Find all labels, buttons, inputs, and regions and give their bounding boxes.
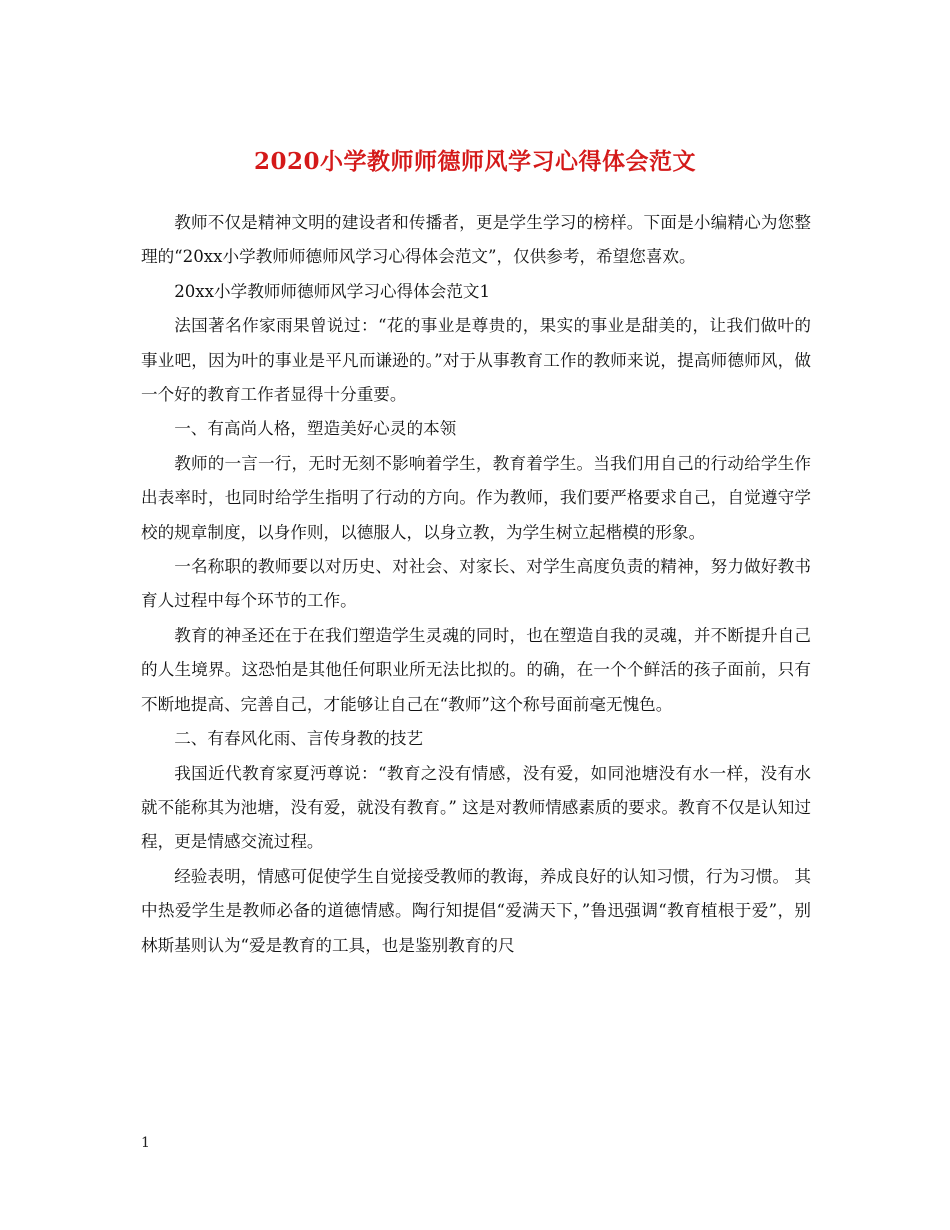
paragraph-role-model: 教师的一言一行，无时无刻不影响着学生，教育着学生。当我们用自己的行动给学生作出表率时，也同时给学生指明了行动的方向。作为教师，我们要严格要求自己，自觉遵守学校的规章制度，以身作则，以德服人，以身立教，为学生树立起楷模的形象。	[141, 453, 811, 542]
paragraph-xia-quote: 我国近代教育家夏沔尊说：“教育之没有情感，没有爱，如同池塘没有水一样，没有水就不能称其为池塘，没有爱，就没有教育。” 这是对教师情感素质的要求。教育不仅是认知过程，更是情感交流过程。	[141, 763, 811, 852]
paragraph-hugo-quote: 法国著名作家雨果曾说过：“花的事业是尊贵的，果实的事业是甜美的，让我们做叶的事业吧，因为叶的事业是平凡而谦逊的。”对于从事教育工作的教师来说，提高师德师风，做一个好的教育工作者显得十分重要。	[141, 316, 811, 405]
paragraph-experience: 经验表明，情感可促使学生自觉接受教师的教诲，养成良好的认知习惯，行为习惯。 其中热爱学生是教师必备的道德情感。陶行知提倡“爱满天下，”鲁迅强调“教育植根于爱”，别林斯基则认为“爱是教育的工具，也是鉴别教育的尺	[141, 866, 811, 955]
paragraph-heading-1: 一、有高尚人格，塑造美好心灵的本领	[174, 419, 457, 439]
paragraph-section-heading: 20xx小学教师师德师风学习心得体会范文1	[174, 281, 491, 301]
document-title: 2020小学教师师德师风学习心得体会范文	[253, 148, 696, 176]
paragraph-sacred-education: 教育的神圣还在于在我们塑造学生灵魂的同时，也在塑造自我的灵魂，并不断提升自己的人生境界。这恐怕是其他任何职业所无法比拟的。的确，在一个个鲜活的孩子面前，只有不断地提高、完善自己，才能够让自己在“教师”这个称号面前毫无愧色。	[141, 625, 811, 714]
paragraph-responsibility: 一名称职的教师要以对历史、对社会、对家长、对学生高度负责的精神，努力做好教书育人过程中每个环节的工作。	[141, 557, 811, 611]
paragraph-heading-2: 二、有春风化雨、言传身教的技艺	[174, 729, 424, 749]
document-body	[141, 206, 811, 963]
paragraph-intro: 教师不仅是精神文明的建设者和传播者，更是学生学习的榜样。下面是小编精心为您整理的“20xx小学教师师德师风学习心得体会范文”，仅供参考，希望您喜欢。	[141, 213, 811, 267]
page-number: 1	[141, 1135, 150, 1151]
